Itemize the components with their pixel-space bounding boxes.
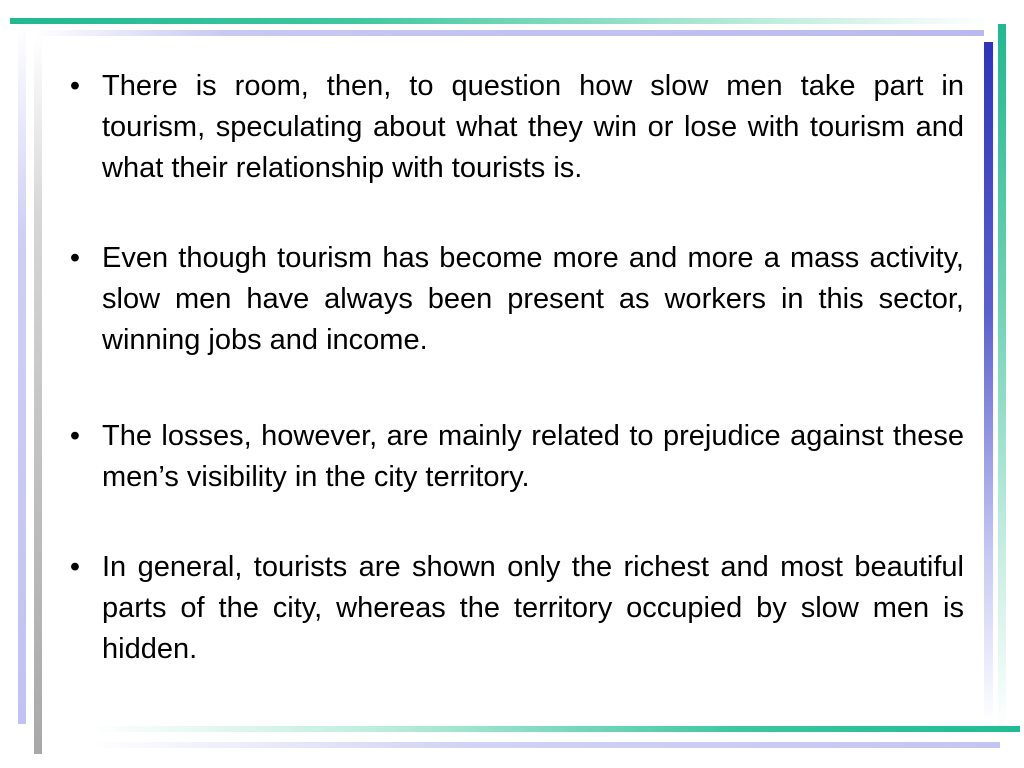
frame-bar-bottom-green [90,726,1020,732]
bullet-dot-icon: • [69,242,81,274]
frame-bar-right-green [998,24,1006,730]
bullet-dot-icon: • [69,70,81,102]
frame-bar-left-blue [18,24,26,724]
bullet-text: Even though tourism has become more and more a mass activity, slow men have always been present as workers in this sector, winning jobs and income. [102,242,964,356]
bullet-dot-icon: • [69,420,81,452]
bullet-list [60,66,964,670]
bullet-item-1 [60,66,964,189]
bullet-text: There is room, then, to question how slow men take part in tourism, speculating about what they win or lose with tourism and what their relationship with tourists is. [102,70,964,184]
bullet-text: In general, tourists are shown only the richest and most beautiful parts of the city, whereas the territory occupied by slow men is hidden. [102,551,964,665]
bullet-text: The losses, however, are mainly related to prejudice against these men’s visibility in the city territory. [102,420,964,493]
bullet-item-3 [60,416,964,498]
frame-bar-top-blue [34,30,984,36]
bullet-item-2 [60,238,964,361]
frame-bar-top-green [10,18,990,24]
bullet-item-4 [60,547,964,670]
bullet-dot-icon: • [69,551,81,583]
frame-bar-right-navy [984,42,993,722]
slide-body [60,66,964,670]
frame-bar-bottom-blue [90,742,1000,748]
frame-bar-left-gray [34,36,42,754]
